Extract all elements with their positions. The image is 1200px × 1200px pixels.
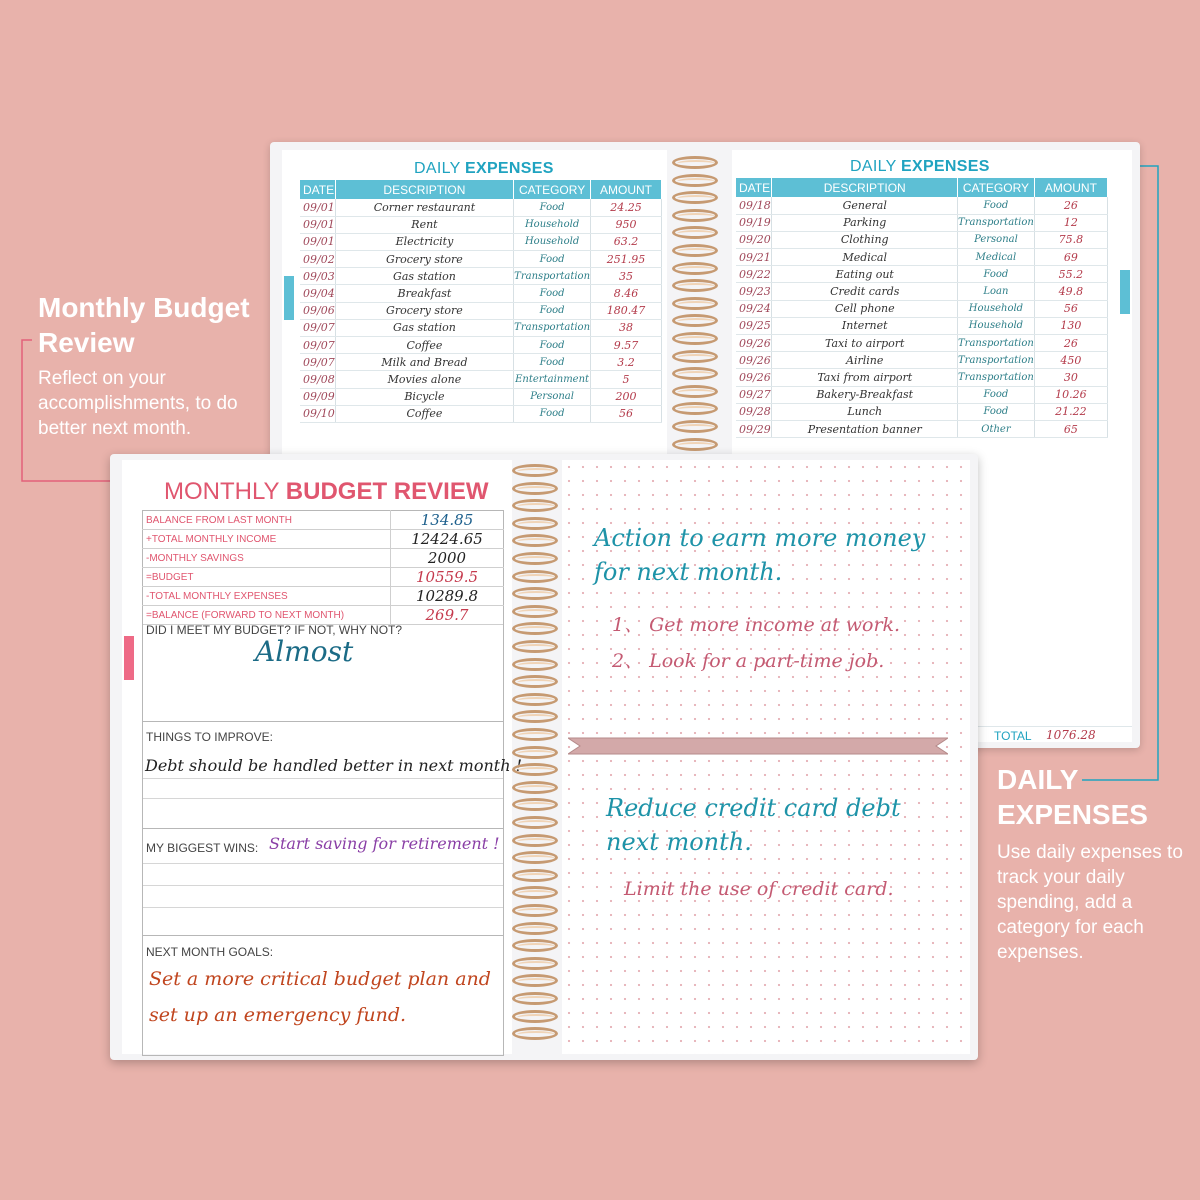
expense-category: Loan <box>958 283 1035 300</box>
expense-amount: 65 <box>1034 420 1107 437</box>
expense-date: 09/26 <box>736 352 772 369</box>
goals-answer-line2: set up an emergency fund. <box>149 1004 407 1026</box>
monthly-callout-desc: Reflect on your accomplishments, to do better next month. <box>38 368 238 439</box>
daily-expenses-table-left <box>300 180 662 423</box>
spiral-ring <box>512 552 558 565</box>
dotted-notes-page <box>562 460 970 1054</box>
expense-description: Parking <box>772 214 958 231</box>
budget-row <box>143 549 504 568</box>
expense-category: Food <box>958 266 1035 283</box>
spiral-ring <box>672 438 718 451</box>
spiral-ring <box>512 886 558 899</box>
expense-category: Food <box>514 302 591 319</box>
goals-answer-line1: Set a more critical budget plan and <box>149 968 491 990</box>
expense-category: Household <box>958 300 1035 317</box>
col-header-amount: AMOUNT <box>591 180 662 199</box>
expense-description: Credit cards <box>772 283 958 300</box>
spiral-ring <box>512 957 558 970</box>
budget-review-page <box>122 460 523 1054</box>
expense-amount: 9.57 <box>591 337 662 354</box>
spiral-ring <box>512 675 558 688</box>
expense-category: Household <box>514 233 591 250</box>
expense-category: Food <box>514 199 591 216</box>
expense-date: 09/27 <box>736 386 772 403</box>
spiral-ring <box>672 209 718 222</box>
expense-description: Lunch <box>772 403 958 420</box>
spiral-ring <box>512 763 558 776</box>
expense-description: Grocery store <box>335 251 513 268</box>
budget-question-box <box>142 615 504 722</box>
budget-summary-table <box>142 510 504 625</box>
expense-category: Household <box>514 216 591 233</box>
expense-description: Movies alone <box>335 371 513 388</box>
expense-description: Clothing <box>772 231 958 248</box>
expense-amount: 49.8 <box>1034 283 1107 300</box>
expense-row <box>736 231 1108 248</box>
expense-category: Food <box>958 403 1035 420</box>
expense-description: Corner restaurant <box>335 199 513 216</box>
expense-amount: 950 <box>591 216 662 233</box>
spiral-ring <box>512 992 558 1005</box>
expense-date: 09/07 <box>300 354 335 371</box>
earn-item-1: 1、 Get more income at work. <box>612 614 901 636</box>
spiral-ring <box>672 191 718 204</box>
expense-row <box>736 403 1108 420</box>
budget-row-value: 10559.5 <box>391 568 504 587</box>
wins-answer: Start saving for retirement ! <box>269 834 500 853</box>
daily-expenses-title-left: DAILY EXPENSES <box>414 160 554 177</box>
expense-category: Food <box>514 354 591 371</box>
ruled-line <box>143 885 503 886</box>
spiral-ring <box>512 587 558 600</box>
expense-date: 09/01 <box>300 199 335 216</box>
spiral-ring <box>512 464 558 477</box>
expense-category: Food <box>958 197 1035 214</box>
budget-row-value: 2000 <box>391 549 504 568</box>
expense-row <box>300 354 662 371</box>
budget-row-label: -TOTAL MONTHLY EXPENSES <box>143 587 391 606</box>
budget-row-label: =BALANCE (FORWARD TO NEXT MONTH) <box>143 606 391 625</box>
spiral-ring <box>512 816 558 829</box>
expense-row <box>736 386 1108 403</box>
expense-amount: 26 <box>1034 335 1107 352</box>
expense-date: 09/07 <box>300 319 335 336</box>
expense-description: Coffee <box>335 337 513 354</box>
expense-description: Rent <box>335 216 513 233</box>
col-header-date: DATE <box>300 180 335 199</box>
expense-category: Personal <box>958 231 1035 248</box>
spiral-ring <box>512 622 558 635</box>
expense-description: Milk and Bread <box>335 354 513 371</box>
spiral-ring <box>672 156 718 169</box>
expense-description: Grocery store <box>335 302 513 319</box>
expense-date: 09/29 <box>736 420 772 437</box>
page-tab-right <box>1120 270 1130 314</box>
expense-category: Personal <box>514 388 591 405</box>
spiral-ring <box>672 244 718 257</box>
budget-row-label: +TOTAL MONTHLY INCOME <box>143 530 391 549</box>
expense-row <box>736 214 1108 231</box>
expense-amount: 21.22 <box>1034 403 1107 420</box>
total-value: 1076.28 <box>1046 728 1096 742</box>
expense-date: 09/25 <box>736 317 772 334</box>
expense-description: Gas station <box>335 319 513 336</box>
budget-row-value: 10289.8 <box>391 587 504 606</box>
expense-date: 09/03 <box>300 268 335 285</box>
expense-row <box>736 300 1108 317</box>
budget-question-label: DID I MEET MY BUDGET? IF NOT, WHY NOT? <box>146 623 403 637</box>
expense-category: Transportation <box>514 268 591 285</box>
expense-category: Food <box>514 251 591 268</box>
improve-answer: Debt should be handled better in next month ! <box>145 756 523 775</box>
expense-description: Taxi to airport <box>772 335 958 352</box>
expense-category: Household <box>958 317 1035 334</box>
expense-category: Medical <box>958 249 1035 266</box>
expense-row <box>300 216 662 233</box>
wins-label: MY BIGGEST WINS: <box>146 841 259 855</box>
page-tab-left <box>284 276 294 320</box>
expense-row <box>300 268 662 285</box>
expense-row <box>300 371 662 388</box>
expense-row <box>736 335 1108 352</box>
expense-description: General <box>772 197 958 214</box>
expense-date: 09/02 <box>300 251 335 268</box>
spiral-ring <box>512 781 558 794</box>
expense-row <box>736 197 1108 214</box>
expense-description: Gas station <box>335 268 513 285</box>
expense-amount: 56 <box>1034 300 1107 317</box>
expense-date: 09/20 <box>736 231 772 248</box>
budget-review-notebook <box>110 454 978 1060</box>
expense-amount: 5 <box>591 371 662 388</box>
spiral-ring <box>512 728 558 741</box>
expense-amount: 3.2 <box>591 354 662 371</box>
expense-description: Eating out <box>772 266 958 283</box>
expense-date: 09/24 <box>736 300 772 317</box>
budget-row-value: 134.85 <box>391 511 504 530</box>
budget-row-label: -MONTHLY SAVINGS <box>143 549 391 568</box>
expense-amount: 130 <box>1034 317 1107 334</box>
expense-amount: 63.2 <box>591 233 662 250</box>
daily-callout-desc: Use daily expenses to track your daily spending, add a category for each expenses. <box>997 842 1183 963</box>
spiral-ring <box>512 974 558 987</box>
expense-amount: 30 <box>1034 369 1107 386</box>
spiral-ring <box>512 1027 558 1040</box>
ruled-line <box>143 863 503 864</box>
col-header-category: CATEGORY <box>958 178 1035 197</box>
budget-row-label: =BUDGET <box>143 568 391 587</box>
expense-category: Transportation <box>514 319 591 336</box>
expense-description: Bakery-Breakfast <box>772 386 958 403</box>
spiral-ring <box>512 710 558 723</box>
budget-row-value: 12424.65 <box>391 530 504 549</box>
expense-amount: 450 <box>1034 352 1107 369</box>
spiral-ring <box>512 834 558 847</box>
expense-date: 09/26 <box>736 369 772 386</box>
spiral-ring <box>672 279 718 292</box>
spiral-ring <box>672 402 718 415</box>
budget-row <box>143 587 504 606</box>
spiral-ring <box>512 482 558 495</box>
expense-category: Food <box>514 405 591 422</box>
expense-row <box>736 283 1108 300</box>
spiral-ring <box>512 851 558 864</box>
spiral-binding-back <box>672 156 718 456</box>
expense-date: 09/01 <box>300 233 335 250</box>
expense-category: Food <box>958 386 1035 403</box>
budget-row <box>143 568 504 587</box>
expense-description: Taxi from airport <box>772 369 958 386</box>
expense-amount: 10.26 <box>1034 386 1107 403</box>
spiral-ring <box>512 570 558 583</box>
col-header-description: DESCRIPTION <box>335 180 513 199</box>
spiral-ring <box>672 297 718 310</box>
expense-date: 09/28 <box>736 403 772 420</box>
budget-row <box>143 530 504 549</box>
expense-row <box>736 420 1108 437</box>
spiral-ring <box>512 1010 558 1023</box>
spiral-ring <box>672 226 718 239</box>
expense-date: 09/06 <box>300 302 335 319</box>
page-tab-pink <box>124 636 134 680</box>
expense-category: Transportation <box>958 352 1035 369</box>
daily-expenses-title-right: DAILY EXPENSES <box>850 158 990 175</box>
spiral-binding-front <box>512 464 558 1048</box>
expense-amount: 12 <box>1034 214 1107 231</box>
spiral-ring <box>512 534 558 547</box>
spiral-ring <box>512 939 558 952</box>
expense-amount: 55.2 <box>1034 266 1107 283</box>
expense-date: 09/09 <box>300 388 335 405</box>
budget-row <box>143 511 504 530</box>
monthly-callout-title: Monthly Budget Review <box>38 292 250 358</box>
earn-heading-line2: for next month. <box>594 558 783 586</box>
expense-row <box>300 388 662 405</box>
spiral-ring <box>672 350 718 363</box>
expense-row <box>736 369 1108 386</box>
spiral-ring <box>672 332 718 345</box>
expense-description: Coffee <box>335 405 513 422</box>
goals-box <box>142 936 504 1056</box>
col-header-amount: AMOUNT <box>1034 178 1107 197</box>
expense-date: 09/04 <box>300 285 335 302</box>
debt-heading-line1: Reduce credit card debt <box>606 794 901 822</box>
col-header-category: CATEGORY <box>514 180 591 199</box>
budget-row-value: 269.7 <box>391 606 504 625</box>
expense-amount: 75.8 <box>1034 231 1107 248</box>
expense-amount: 35 <box>591 268 662 285</box>
spiral-ring <box>512 605 558 618</box>
expense-row <box>736 317 1108 334</box>
expense-category: Entertainment <box>514 371 591 388</box>
expense-row <box>300 302 662 319</box>
expense-date: 09/19 <box>736 214 772 231</box>
col-header-description: DESCRIPTION <box>772 178 958 197</box>
expense-amount: 26 <box>1034 197 1107 214</box>
expense-date: 09/07 <box>300 337 335 354</box>
spiral-ring <box>512 869 558 882</box>
expense-description: Internet <box>772 317 958 334</box>
spiral-ring <box>512 746 558 759</box>
improve-box <box>142 722 523 829</box>
expense-category: Transportation <box>958 369 1035 386</box>
expense-date: 09/21 <box>736 249 772 266</box>
ruled-line <box>143 907 503 908</box>
expense-row <box>300 405 662 422</box>
expense-date: 09/22 <box>736 266 772 283</box>
spiral-ring <box>672 385 718 398</box>
expense-date: 09/01 <box>300 216 335 233</box>
spiral-ring <box>672 420 718 433</box>
spiral-ring <box>512 640 558 653</box>
ribbon-banner <box>568 736 948 756</box>
expense-row <box>300 251 662 268</box>
wins-box <box>142 829 504 936</box>
daily-expenses-table-right <box>736 178 1108 438</box>
expense-category: Food <box>514 285 591 302</box>
spiral-ring <box>512 693 558 706</box>
spiral-ring <box>512 499 558 512</box>
ruled-line <box>143 798 503 799</box>
improve-label: THINGS TO IMPROVE: <box>146 730 273 744</box>
expense-description: Breakfast <box>335 285 513 302</box>
debt-heading-line2: next month. <box>606 828 752 856</box>
expense-description: Presentation banner <box>772 420 958 437</box>
total-label: TOTAL <box>994 729 1032 743</box>
expense-description: Medical <box>772 249 958 266</box>
expense-amount: 8.46 <box>591 285 662 302</box>
spiral-ring <box>672 314 718 327</box>
expense-row <box>300 233 662 250</box>
spiral-ring <box>512 517 558 530</box>
spiral-ring <box>512 922 558 935</box>
expense-row <box>300 337 662 354</box>
expense-date: 09/26 <box>736 335 772 352</box>
expense-description: Cell phone <box>772 300 958 317</box>
expense-category: Food <box>514 337 591 354</box>
spiral-ring <box>672 174 718 187</box>
daily-callout-title: DAILY EXPENSES <box>997 764 1148 830</box>
expense-amount: 56 <box>591 405 662 422</box>
expense-amount: 251.95 <box>591 251 662 268</box>
expense-date: 09/18 <box>736 197 772 214</box>
spiral-ring <box>672 367 718 380</box>
expense-row <box>300 319 662 336</box>
expense-date: 09/10 <box>300 405 335 422</box>
expense-row <box>736 266 1108 283</box>
budget-question-answer: Almost <box>255 635 354 668</box>
expense-category: Other <box>958 420 1035 437</box>
col-header-date: DATE <box>736 178 772 197</box>
expense-amount: 24.25 <box>591 199 662 216</box>
earn-heading-line1: Action to earn more money <box>594 524 926 552</box>
expense-date: 09/23 <box>736 283 772 300</box>
expense-row <box>736 352 1108 369</box>
expense-amount: 38 <box>591 319 662 336</box>
expense-description: Airline <box>772 352 958 369</box>
expense-amount: 200 <box>591 388 662 405</box>
expense-row <box>300 285 662 302</box>
expense-date: 09/08 <box>300 371 335 388</box>
spiral-ring <box>512 904 558 917</box>
spiral-ring <box>512 658 558 671</box>
expense-row <box>736 249 1108 266</box>
ruled-line <box>143 778 503 779</box>
spiral-ring <box>512 798 558 811</box>
expense-category: Transportation <box>958 335 1035 352</box>
debt-note: Limit the use of credit card. <box>624 878 894 900</box>
earn-item-2: 2、 Look for a part-time job. <box>612 650 885 672</box>
expense-row <box>300 199 662 216</box>
goals-label: NEXT MONTH GOALS: <box>146 945 274 959</box>
expense-amount: 180.47 <box>591 302 662 319</box>
expense-amount: 69 <box>1034 249 1107 266</box>
expense-category: Transportation <box>958 214 1035 231</box>
spiral-ring <box>672 262 718 275</box>
expense-description: Bicycle <box>335 388 513 405</box>
budget-row-label: BALANCE FROM LAST MONTH <box>143 511 391 530</box>
expense-description: Electricity <box>335 233 513 250</box>
budget-review-title: MONTHLY BUDGET REVIEW <box>164 478 489 505</box>
